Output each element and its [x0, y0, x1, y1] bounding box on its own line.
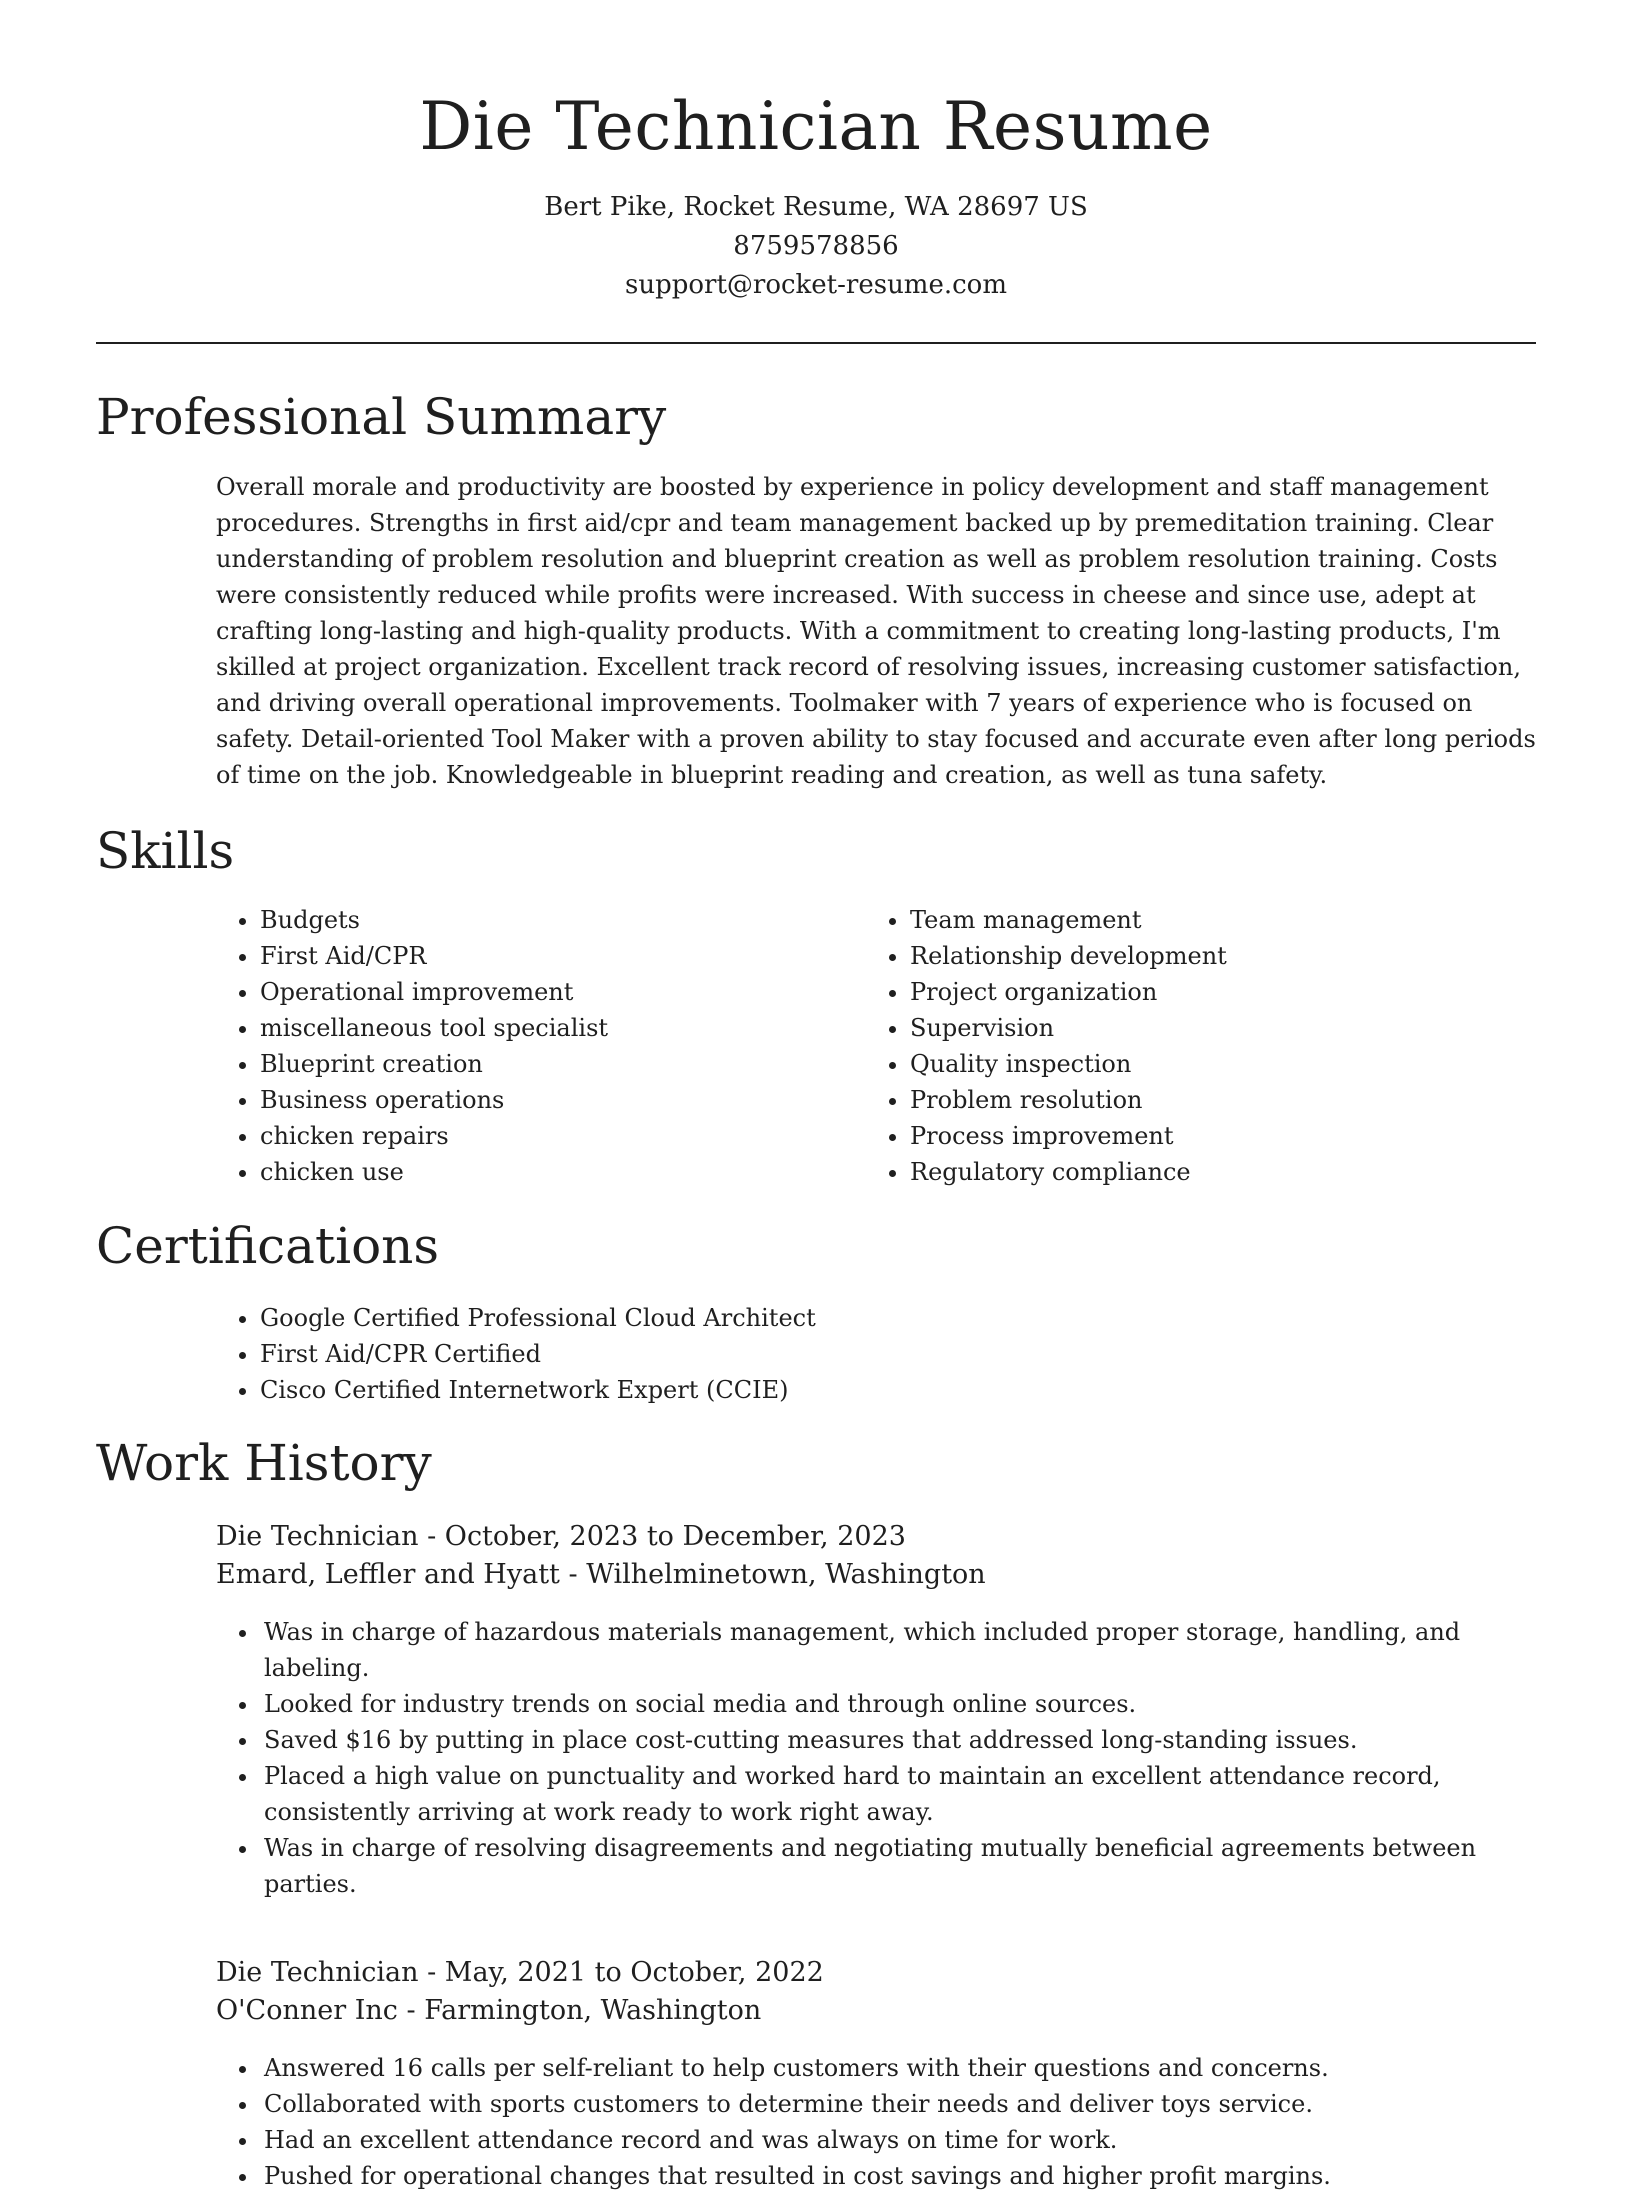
skill-item: • Supervision — [910, 1010, 1396, 1046]
skill-item: • Budgets — [260, 902, 746, 938]
contact-phone: 8759578856 — [733, 231, 899, 261]
job-role-line — [216, 1954, 1536, 1992]
job-bullet: • Placed a high value on punctuality and worked hard to maintain an excellent attendance record, consistently arriving at work ready to work right away. — [260, 1758, 1536, 1830]
skill-item: • chicken use — [260, 1154, 746, 1190]
skill-item: • Regulatory compliance — [910, 1154, 1396, 1190]
job-bullet: • Looked for industry trends on social media and through online sources. — [260, 1686, 1536, 1722]
job-bullet: • Had an excellent attendance record and was always on time for work. — [260, 2122, 1536, 2158]
skill-item: • Problem resolution — [910, 1082, 1396, 1118]
job-entry — [96, 1954, 1536, 2194]
skill-item: • Operational improvement — [260, 974, 746, 1010]
certifications-list — [96, 1300, 1536, 1408]
skill-item: • Relationship development — [910, 938, 1396, 974]
job-company-line — [216, 1992, 1536, 2030]
contact-address: Bert Pike, Rocket Resume, WA 28697 US — [544, 192, 1088, 222]
section-heading-certifications: Certifications — [96, 1217, 440, 1275]
job-bullets — [96, 2050, 1536, 2194]
job-company: Emard, Leffler and Hyatt — [216, 1559, 560, 1590]
skill-item: • Team management — [910, 902, 1396, 938]
certification-item: • Cisco Certified Internetwork Expert (CCIE) — [260, 1372, 1536, 1408]
resume-title: Die Technician Resume — [419, 88, 1213, 165]
job-bullet: • Pushed for operational changes that resulted in cost savings and higher profit margins. — [260, 2158, 1536, 2194]
job-role-line — [216, 1518, 1536, 1556]
job-location: - Wilhelminetown, Washington — [559, 1559, 986, 1590]
job-bullet: • Was in charge of hazardous materials management, which included proper storage, handling, and labeling. — [260, 1614, 1536, 1686]
job-entry — [96, 1518, 1536, 1902]
skill-item: • Process improvement — [910, 1118, 1396, 1154]
skills-columns — [96, 902, 1536, 1190]
section-heading-skills: Skills — [96, 822, 235, 880]
job-header — [216, 1954, 1536, 2030]
contact-email: support@rocket-resume.com — [624, 270, 1007, 300]
job-company: O'Conner Inc — [216, 1995, 398, 2026]
skill-item: • Blueprint creation — [260, 1046, 746, 1082]
skill-item: • Project organization — [910, 974, 1396, 1010]
resume-page — [96, 0, 1536, 2194]
header-divider — [96, 342, 1536, 344]
job-header — [216, 1518, 1536, 1594]
skill-item: • miscellaneous tool specialist — [260, 1010, 746, 1046]
section-heading-summary: Professional Summary — [96, 388, 667, 446]
job-bullet: • Saved $16 by putting in place cost-cutting measures that addressed long-standing issues. — [260, 1722, 1536, 1758]
skill-item: • chicken repairs — [260, 1118, 746, 1154]
certification-item: • First Aid/CPR Certified — [260, 1336, 1536, 1372]
job-bullet: • Was in charge of resolving disagreements and negotiating mutually beneficial agreements between parties. — [260, 1830, 1536, 1902]
job-role: Die Technician — [216, 1521, 419, 1552]
section-heading-work-history: Work History — [96, 1434, 432, 1492]
job-bullets — [96, 1614, 1536, 1902]
job-dates: - May, 2021 to October, 2022 — [418, 1957, 824, 1988]
certification-item: • Google Certified Professional Cloud Architect — [260, 1300, 1536, 1336]
job-role: Die Technician — [216, 1957, 419, 1988]
skill-item: • First Aid/CPR — [260, 938, 746, 974]
resume-header — [96, 0, 1536, 305]
job-company-line — [216, 1556, 1536, 1594]
skills-list-right — [910, 902, 1396, 1190]
skill-item: • Quality inspection — [910, 1046, 1396, 1082]
job-location: - Farmington, Washington — [397, 1995, 762, 2026]
skills-list-left — [96, 902, 746, 1190]
skill-item: • Business operations — [260, 1082, 746, 1118]
job-dates: - October, 2023 to December, 2023 — [418, 1521, 906, 1552]
contact-block — [96, 188, 1536, 305]
summary-text: Overall morale and productivity are boosted by experience in policy development and staff management procedures. Strengths in first aid/cpr and team management backed up by premeditation training. Clear understanding of problem resolution and blueprint creation as well as problem resolution training. Costs were consistently reduced while profits were increased. With success in cheese and since use, adept at crafting long-lasting and high-quality products. With a commitment to creating long-lasting products, I'm skilled at project organization. Excellent track record of resolving issues, increasing customer satisfaction, and driving overall operational improvements. Toolmaker with 7 years of experience who is focused on safety. Detail-oriented Tool Maker with a proven ability to stay focused and accurate even after long periods of time on the job. Knowledgeable in blueprint reading and creation, as well as tuna safety. — [216, 473, 1536, 789]
job-bullet: • Collaborated with sports customers to determine their needs and deliver toys service. — [260, 2086, 1536, 2122]
job-bullet: • Answered 16 calls per self-reliant to help customers with their questions and concerns. — [260, 2050, 1536, 2086]
